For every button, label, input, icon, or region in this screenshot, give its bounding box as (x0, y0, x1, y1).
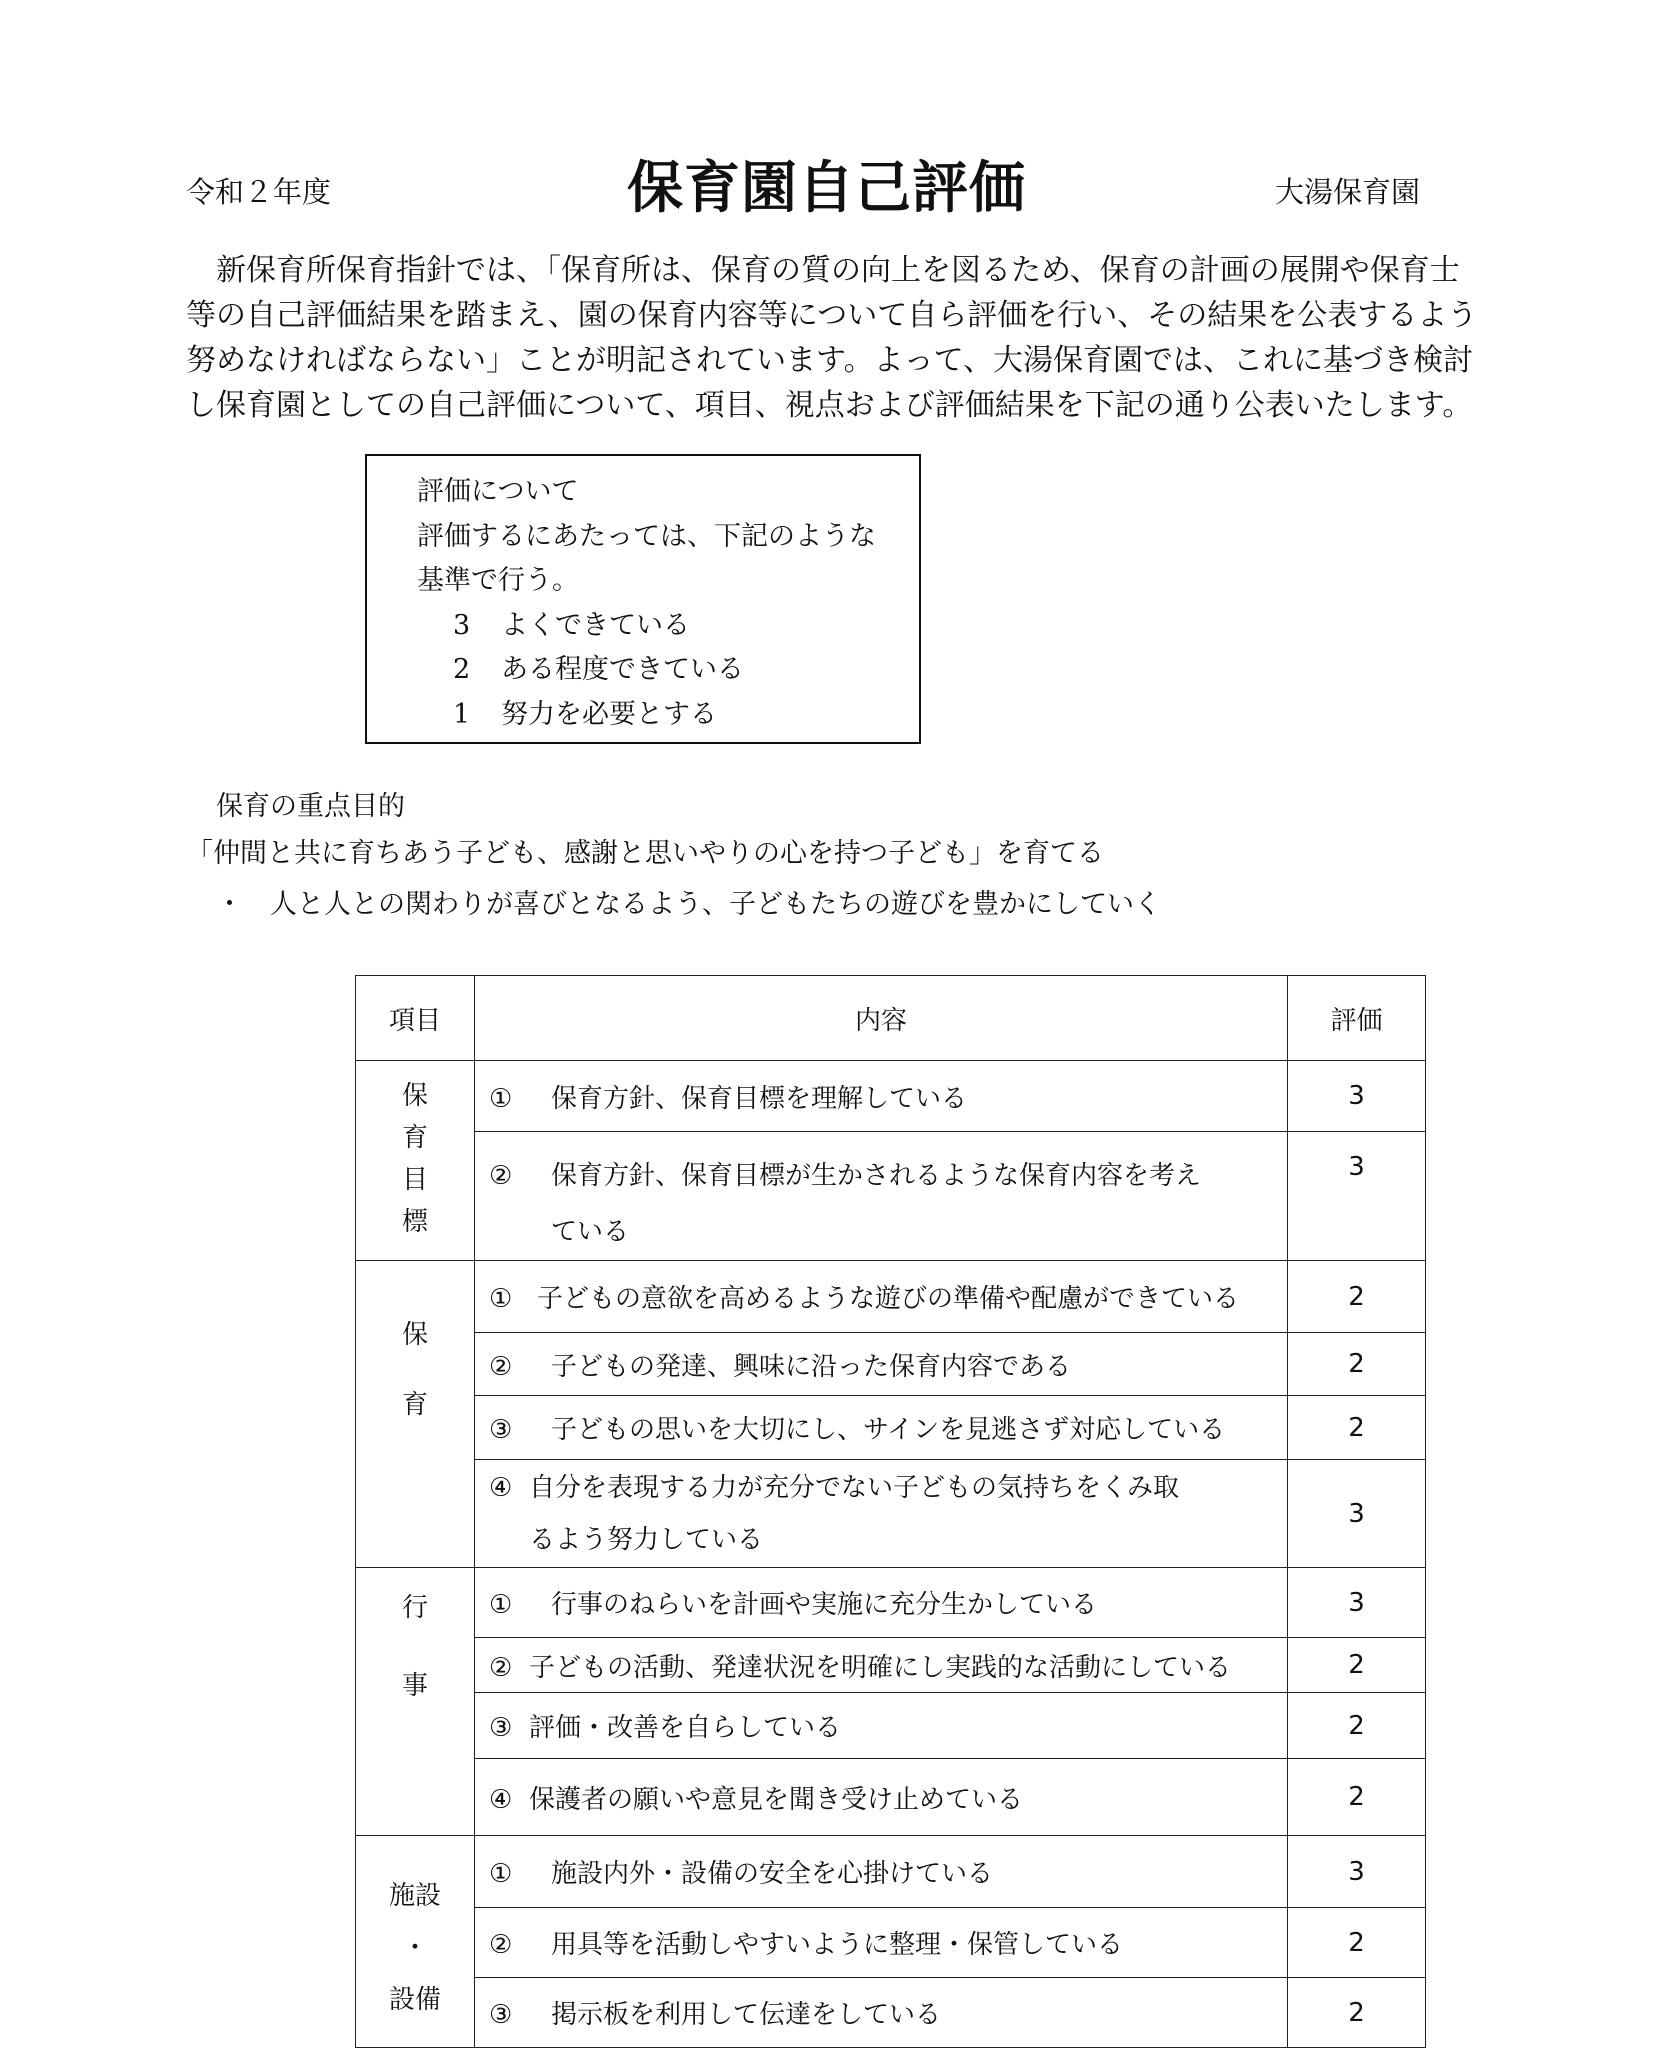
item-text: 評価・改善を自らしている (529, 1713, 842, 1743)
category-cell (356, 1568, 475, 1836)
item-text: 子どもの思いを大切にし、サインを見逃さず対応している (551, 1415, 1226, 1445)
item-mark: ① (489, 1083, 513, 1114)
criteria-level-text: ある程度できている (501, 654, 744, 685)
category-char: 保 (401, 1081, 428, 1111)
category-char: 標 (401, 1207, 428, 1237)
table-row (356, 1396, 1426, 1460)
focus-bullet: ・ 人と人との関わりが喜びとなるよう、子どもたちの遊びを豊かにしていく (216, 889, 1161, 920)
content-cell (475, 1836, 1288, 1908)
category-char: 行 (401, 1593, 428, 1623)
criteria-level-number: 2 (453, 654, 471, 685)
score-cell: 3 (1288, 1061, 1426, 1132)
item-mark: ② (489, 1351, 513, 1382)
table-row (356, 1978, 1426, 2048)
score-cell: 2 (1288, 1693, 1426, 1759)
category-cell (356, 1061, 475, 1261)
criteria-heading: 評価について (417, 476, 579, 507)
intro-line: 等の自己評価結果を踏まえ、園の保育内容等について自ら評価を行い、その結果を公表するよう (186, 298, 1478, 333)
category-char: 設備 (388, 1985, 441, 2015)
item-mark: ① (489, 1590, 513, 1620)
category-char: ・ (401, 1933, 428, 1963)
table-row (356, 1460, 1426, 1568)
score-cell: 3 (1288, 1568, 1426, 1638)
category-cell (356, 1836, 475, 2048)
criteria-text: 基準で行う。 (417, 565, 579, 596)
focus-theme: 「仲間と共に育ちあう子ども、感謝と思いやりの心を持つ子ども」を育てる (186, 838, 1104, 869)
content-cell (475, 1568, 1288, 1638)
category-char: 事 (401, 1671, 428, 1701)
item-mark: ④ (489, 1784, 513, 1815)
item-text: 子どもの発達、興味に沿った保育内容である (551, 1351, 1072, 1382)
item-text: 子どもの活動、発達状況を明確にし実践的な活動にしている (529, 1652, 1232, 1683)
content-cell (475, 1061, 1288, 1132)
item-text-continued: るよう努力している (529, 1524, 764, 1555)
header-content: 内容 (475, 976, 1288, 1061)
criteria-level (417, 693, 919, 738)
score-cell: 3 (1288, 1460, 1426, 1568)
intro-paragraph (186, 248, 1476, 428)
item-mark: ② (489, 1652, 513, 1683)
category-cell (356, 1261, 475, 1568)
category-char: 保 (401, 1320, 428, 1350)
table-row (356, 1132, 1426, 1261)
school-name: 大湯保育園 (1275, 175, 1421, 209)
content-cell (475, 1978, 1288, 2048)
item-text: 施設内外・設備の安全を心掛けている (551, 1859, 994, 1889)
score-cell: 2 (1288, 1396, 1426, 1460)
header-item: 項目 (356, 976, 475, 1061)
score-cell: 2 (1288, 1333, 1426, 1396)
score-cell: 2 (1288, 1978, 1426, 2048)
intro-line: 新保育所保育指針では、「保育所は、保育の質の向上を図るため、保育の計画の展開や保育士 (186, 253, 1460, 288)
content-cell (475, 1693, 1288, 1759)
item-mark: ④ (489, 1472, 513, 1503)
content-cell (475, 1908, 1288, 1978)
score-cell: 2 (1288, 1261, 1426, 1333)
criteria-level (417, 648, 919, 693)
category-char: 施設 (388, 1881, 441, 1911)
table-row (356, 1568, 1426, 1638)
category-char: 目 (401, 1165, 428, 1195)
item-mark: ① (489, 1859, 513, 1889)
table-row (356, 1638, 1426, 1693)
intro-line: し保育園としての自己評価について、項目、視点および評価結果を下記の通り公表いたします。 (186, 388, 1473, 423)
criteria-box (365, 454, 921, 744)
table-row (356, 1759, 1426, 1836)
category-char (356, 1642, 474, 1652)
item-mark: ③ (489, 2000, 513, 2030)
item-mark: ③ (489, 1415, 513, 1445)
intro-line: 努めなければならない」ことが明記されています。よって、大湯保育園では、これに基づき検討 (186, 343, 1473, 378)
criteria-level-text: よくできている (501, 609, 690, 641)
item-mark: ② (489, 1930, 513, 1960)
item-text: 保護者の願いや意見を聞き受け止めている (529, 1784, 1024, 1815)
table-row (356, 1333, 1426, 1396)
content-cell (475, 1759, 1288, 1836)
criteria-level-text: 努力を必要とする (501, 698, 717, 730)
evaluation-table (355, 975, 1426, 2048)
criteria-level (417, 604, 919, 649)
item-mark: ② (489, 1161, 513, 1191)
score-cell: 2 (1288, 1638, 1426, 1693)
score-cell: 3 (1288, 1132, 1426, 1261)
item-text: 用具等を活動しやすいように整理・保管している (551, 1930, 1124, 1960)
item-text: 行事のねらいを計画や実施に充分生かしている (551, 1590, 1098, 1620)
item-text: 保育方針、保育目標が生かされるような保育内容を考え (551, 1161, 1202, 1191)
item-mark: ③ (489, 1713, 513, 1743)
item-text: 自分を表現する力が充分でない子どもの気持ちをくみ取 (529, 1472, 1180, 1503)
item-text: 子どもの意欲を高めるような遊びの準備や配慮ができている (537, 1284, 1240, 1314)
content-cell (475, 1261, 1288, 1333)
table-row (356, 1908, 1426, 1978)
table-row (356, 1261, 1426, 1333)
criteria-level-number: 3 (453, 609, 471, 641)
table-row (356, 1061, 1426, 1132)
focus-heading: 保育の重点目的 (216, 791, 405, 822)
content-cell (475, 1638, 1288, 1693)
content-cell (475, 1333, 1288, 1396)
criteria-level-number: 1 (453, 698, 471, 730)
content-cell (475, 1132, 1288, 1261)
score-cell: 3 (1288, 1836, 1426, 1908)
category-char (356, 1365, 474, 1375)
content-cell (475, 1460, 1288, 1568)
fiscal-year: 令和２年度 (186, 175, 332, 209)
table-row (356, 1836, 1426, 1908)
page-title: 保育園自己評価 (627, 156, 1026, 221)
score-cell: 2 (1288, 1759, 1426, 1836)
header-score: 評価 (1288, 976, 1426, 1061)
item-text-continued: ている (551, 1217, 630, 1247)
category-char: 育 (401, 1123, 428, 1153)
table-row (356, 1693, 1426, 1759)
score-cell: 2 (1288, 1908, 1426, 1978)
item-mark: ① (489, 1284, 513, 1314)
content-cell (475, 1396, 1288, 1460)
table-header-row (356, 976, 1426, 1061)
criteria-text: 評価するにあたっては、下記のような (417, 520, 876, 552)
item-text: 保育方針、保育目標を理解している (551, 1083, 968, 1114)
item-text: 掲示板を利用して伝達をしている (551, 2000, 942, 2030)
category-char: 育 (401, 1390, 428, 1420)
